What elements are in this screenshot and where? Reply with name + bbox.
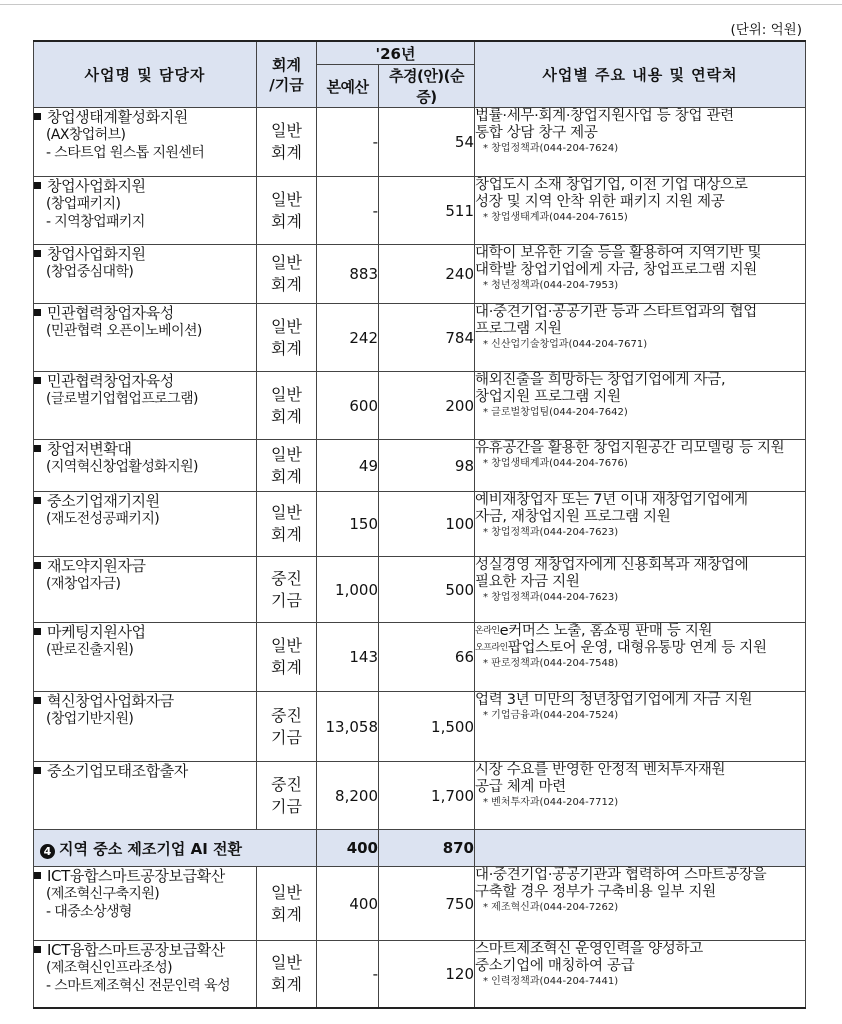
program-name: 창업사업화지원	[47, 177, 146, 195]
description-cell	[475, 623, 806, 692]
section-row	[34, 830, 806, 867]
program-subname: (창업패키지)	[46, 196, 121, 212]
program-name: 창업생태계활성화지원	[47, 108, 188, 126]
program-name-cell	[34, 692, 257, 762]
description-text: 업력 3년 미만의 청년창업기업에게 자금 지원	[475, 692, 753, 708]
description-cell	[475, 867, 806, 941]
section-supp: 870	[379, 830, 475, 867]
program-name-line	[34, 177, 256, 195]
supp-budget: 66	[379, 623, 475, 692]
program-name-line	[34, 557, 256, 575]
supp-budget: 240	[379, 245, 475, 304]
program-name-line	[34, 492, 256, 510]
program-subname: (창업기반지원)	[46, 711, 134, 727]
table-row	[34, 941, 806, 1008]
header-base-budget: 본예산	[317, 65, 379, 108]
description-text: 필요한 자금 지원	[475, 574, 580, 590]
description-text: e커머스 노출, 홈쇼핑 판매 등 지원	[499, 623, 713, 639]
description-line	[475, 321, 805, 338]
program-name: 혁신창업사업화자금	[47, 692, 174, 710]
description-line	[475, 304, 805, 321]
base-budget: 242	[317, 304, 379, 372]
bullet-icon	[34, 628, 41, 635]
bullet-icon	[34, 445, 41, 452]
bullet-icon	[34, 250, 41, 257]
table-row	[34, 177, 806, 245]
description-line	[475, 125, 805, 142]
program-subname: (재창업자금)	[46, 576, 121, 592]
contact-info: * 창업정책과(044-204-7623)	[483, 527, 619, 538]
fund-type: 중진 기금	[257, 692, 317, 762]
program-name: 중소기업모태조합출자	[47, 762, 188, 780]
header-description: 사업별 주요 내용 및 연락처	[475, 41, 806, 108]
program-subname: (창업중심대학)	[46, 264, 134, 280]
description-tag: 오프라인	[475, 643, 508, 653]
program-name-line	[34, 108, 256, 126]
description-line	[475, 389, 805, 406]
bullet-icon	[34, 697, 41, 704]
description-cell	[475, 492, 806, 557]
section-title: 지역 중소 제조기업 AI 전환	[59, 839, 242, 858]
contact-info: * 창업생태계과(044-204-7615)	[483, 212, 628, 223]
program-name-cell	[34, 762, 257, 830]
table-row	[34, 692, 806, 762]
table-row	[34, 440, 806, 492]
budget-table	[33, 40, 806, 1009]
header-name: 사업명 및 담당자	[34, 41, 257, 108]
supp-budget: 511	[379, 177, 475, 245]
section-number: 4	[40, 844, 55, 859]
program-name-line	[34, 623, 256, 641]
description-cell	[475, 245, 806, 304]
section-title-cell	[34, 830, 317, 867]
bullet-icon	[34, 767, 41, 774]
program-name-cell	[34, 492, 257, 557]
program-name: 창업저변확대	[47, 440, 132, 458]
contact-info: * 신산업기술창업과(044-204-7671)	[483, 339, 648, 350]
description-line	[475, 557, 805, 574]
base-budget: 13,058	[317, 692, 379, 762]
fund-type: 중진 기금	[257, 557, 317, 623]
description-text: 해외진출을 희망하는 창업기업에게 자금,	[475, 372, 726, 388]
description-cell	[475, 557, 806, 623]
fund-type: 일반 회계	[257, 867, 317, 941]
program-name-line	[34, 867, 256, 885]
contact-info: * 벤처투자과(044-204-7712)	[483, 797, 619, 808]
description-line	[475, 262, 805, 279]
table-row	[34, 492, 806, 557]
description-text: 법률·세무·회계·창업지원사업 등 창업 관련	[475, 108, 734, 124]
description-text: 대·중견기업·공공기관 등과 스타트업과의 협업	[475, 304, 757, 320]
program-name-cell	[34, 623, 257, 692]
section-base: 400	[317, 830, 379, 867]
description-cell	[475, 108, 806, 177]
contact-info: * 판로정책과(044-204-7548)	[483, 658, 619, 669]
supp-budget: 120	[379, 941, 475, 1008]
program-subname: (AX창업허브)	[46, 127, 126, 143]
program-name-line	[34, 372, 256, 390]
contact-info: * 글로벌창업팀(044-204-7642)	[483, 407, 628, 418]
description-line	[475, 194, 805, 211]
program-name: 민관협력창업자육성	[47, 304, 174, 322]
description-line	[475, 941, 805, 958]
program-name-line	[34, 692, 256, 710]
bullet-icon	[34, 113, 41, 120]
program-name-line	[34, 245, 256, 263]
program-detail: - 스마트제조혁신 전문인력 육성	[46, 978, 231, 994]
base-budget: 600	[317, 372, 379, 440]
description-line	[475, 509, 805, 526]
bullet-icon	[34, 377, 41, 384]
program-subname: (제조혁신인프라조성)	[46, 960, 173, 976]
fund-type: 중진 기금	[257, 762, 317, 830]
bullet-icon	[34, 946, 41, 953]
description-text: 대학발 창업기업에게 자금, 창업프로그램 지원	[475, 262, 757, 278]
fund-type: 일반 회계	[257, 108, 317, 177]
description-text: 대·중견기업·공공기관과 협력하여 스마트공장을	[475, 867, 767, 883]
table-row	[34, 108, 806, 177]
description-text: 중소기업에 매칭하여 공급	[475, 958, 635, 974]
program-subname: (판로진출지원)	[46, 642, 134, 658]
description-line	[475, 762, 805, 779]
description-cell	[475, 440, 806, 492]
description-line	[475, 574, 805, 591]
description-line	[475, 692, 805, 709]
contact-info: * 제조혁신과(044-204-7262)	[483, 902, 619, 913]
base-budget: 8,200	[317, 762, 379, 830]
fund-type: 일반 회계	[257, 304, 317, 372]
supp-budget: 200	[379, 372, 475, 440]
description-text: 공급 체계 마련	[475, 779, 566, 795]
description-text: 구축할 경우 정부가 구축비용 일부 지원	[475, 884, 716, 900]
program-name: ICT융합스마트공장보급확산	[47, 867, 225, 885]
bullet-icon	[34, 872, 41, 879]
base-budget: 1,000	[317, 557, 379, 623]
table-row	[34, 623, 806, 692]
description-line	[475, 372, 805, 389]
base-budget: 150	[317, 492, 379, 557]
description-text: 유휴공간을 활용한 창업지원공간 리모델링 등 지원	[475, 440, 785, 456]
program-name-line	[34, 440, 256, 458]
bullet-icon	[34, 497, 41, 504]
description-text: 스마트제조혁신 운영인력을 양성하고	[475, 941, 703, 957]
supp-budget: 1,500	[379, 692, 475, 762]
contact-info: * 인력정책과(044-204-7441)	[483, 976, 619, 987]
unit-note: (단위: 억원)	[730, 22, 802, 38]
base-budget: -	[317, 177, 379, 245]
description-line	[475, 958, 805, 975]
bullet-icon	[34, 309, 41, 316]
description-line	[475, 492, 805, 509]
description-text: 대학이 보유한 기술 등을 활용하여 지역기반 및	[475, 245, 762, 261]
base-budget: 49	[317, 440, 379, 492]
table-row	[34, 304, 806, 372]
table-row	[34, 557, 806, 623]
description-line	[475, 245, 805, 262]
base-budget: -	[317, 941, 379, 1008]
program-name: 민관협력창업자육성	[47, 372, 174, 390]
contact-info: * 창업생태계과(044-204-7676)	[483, 458, 628, 469]
program-name: 마케팅지원사업	[47, 623, 146, 641]
fund-type: 일반 회계	[257, 245, 317, 304]
program-name: 중소기업재기지원	[47, 492, 160, 510]
supp-budget: 1,700	[379, 762, 475, 830]
fund-type: 일반 회계	[257, 440, 317, 492]
fund-type: 일반 회계	[257, 372, 317, 440]
description-text: 예비재창업자 또는 7년 이내 재창업기업에게	[475, 492, 748, 508]
program-name-cell	[34, 304, 257, 372]
program-subname: (지역혁신창업활성화지원)	[46, 459, 198, 475]
description-line	[475, 884, 805, 901]
description-text: 성실경영 재창업자에게 신용회복과 재창업에	[475, 557, 749, 573]
supp-budget: 784	[379, 304, 475, 372]
program-detail: - 스타트업 원스톱 지원센터	[46, 145, 205, 161]
description-text: 자금, 재창업지원 프로그램 지원	[475, 509, 671, 525]
program-name-cell	[34, 108, 257, 177]
base-budget: 400	[317, 867, 379, 941]
description-text: 창업도시 소재 창업기업, 이전 기업 대상으로	[475, 177, 748, 193]
program-name: 재도약지원자금	[47, 557, 146, 575]
base-budget: 883	[317, 245, 379, 304]
program-name-cell	[34, 867, 257, 941]
contact-info: * 창업정책과(044-204-7623)	[483, 592, 619, 603]
description-cell	[475, 692, 806, 762]
bullet-icon	[34, 182, 41, 189]
supp-budget: 100	[379, 492, 475, 557]
description-line	[475, 623, 805, 640]
description-line	[475, 108, 805, 125]
contact-info: * 청년정책과(044-204-7953)	[483, 280, 619, 291]
program-name-cell	[34, 440, 257, 492]
program-subname: (재도전성공패키지)	[46, 511, 160, 527]
contact-info: * 창업정책과(044-204-7624)	[483, 143, 619, 154]
program-subname: (민관협력 오픈이노베이션)	[46, 323, 202, 339]
description-cell	[475, 941, 806, 1008]
program-detail: - 지역창업패키지	[46, 214, 145, 230]
description-text: 성장 및 지역 안착 위한 패키지 지원 제공	[475, 194, 725, 210]
description-line	[475, 640, 805, 657]
program-name: ICT융합스마트공장보급확산	[47, 941, 225, 959]
description-cell	[475, 304, 806, 372]
program-name: 창업사업화지원	[47, 245, 146, 263]
description-text: 창업지원 프로그램 지원	[475, 389, 621, 405]
description-line	[475, 779, 805, 796]
program-name-line	[34, 941, 256, 959]
description-text: 팝업스토어 운영, 대형유통망 연계 등 지원	[507, 640, 767, 656]
fund-type: 일반 회계	[257, 492, 317, 557]
program-detail: - 대중소상생형	[46, 904, 132, 920]
fund-type: 일반 회계	[257, 177, 317, 245]
description-text: 프로그램 지원	[475, 321, 562, 337]
top-divider	[0, 4, 842, 5]
fund-type: 일반 회계	[257, 941, 317, 1008]
header-fund-type: 회계 /기금	[257, 41, 317, 108]
supp-budget: 750	[379, 867, 475, 941]
description-text: 시장 수요를 반영한 안정적 벤처투자재원	[475, 762, 726, 778]
table-row	[34, 762, 806, 830]
table-row	[34, 245, 806, 304]
base-budget: -	[317, 108, 379, 177]
table-row	[34, 372, 806, 440]
description-line	[475, 177, 805, 194]
program-name-line	[34, 304, 256, 322]
program-name-cell	[34, 372, 257, 440]
description-cell	[475, 372, 806, 440]
header-year: '26년	[317, 41, 475, 65]
program-subname: (제조혁신구축지원)	[46, 886, 160, 902]
base-budget: 143	[317, 623, 379, 692]
fund-type: 일반 회계	[257, 623, 317, 692]
program-name-cell	[34, 557, 257, 623]
program-name-cell	[34, 245, 257, 304]
header-supp-budget: 추경(안)(순증)	[379, 65, 475, 108]
supp-budget: 98	[379, 440, 475, 492]
description-cell	[475, 177, 806, 245]
description-tag: 온라인	[475, 626, 500, 636]
bullet-icon	[34, 562, 41, 569]
description-text: 통합 상담 창구 제공	[475, 125, 598, 141]
program-name-cell	[34, 177, 257, 245]
program-name-cell	[34, 941, 257, 1008]
contact-info: * 기업금융과(044-204-7524)	[483, 710, 619, 721]
description-cell	[475, 762, 806, 830]
supp-budget: 500	[379, 557, 475, 623]
table-row	[34, 867, 806, 941]
program-name-line	[34, 762, 256, 780]
program-subname: (글로벌기업협업프로그램)	[46, 391, 198, 407]
description-line	[475, 440, 805, 457]
section-desc	[475, 830, 806, 867]
description-line	[475, 867, 805, 884]
supp-budget: 54	[379, 108, 475, 177]
